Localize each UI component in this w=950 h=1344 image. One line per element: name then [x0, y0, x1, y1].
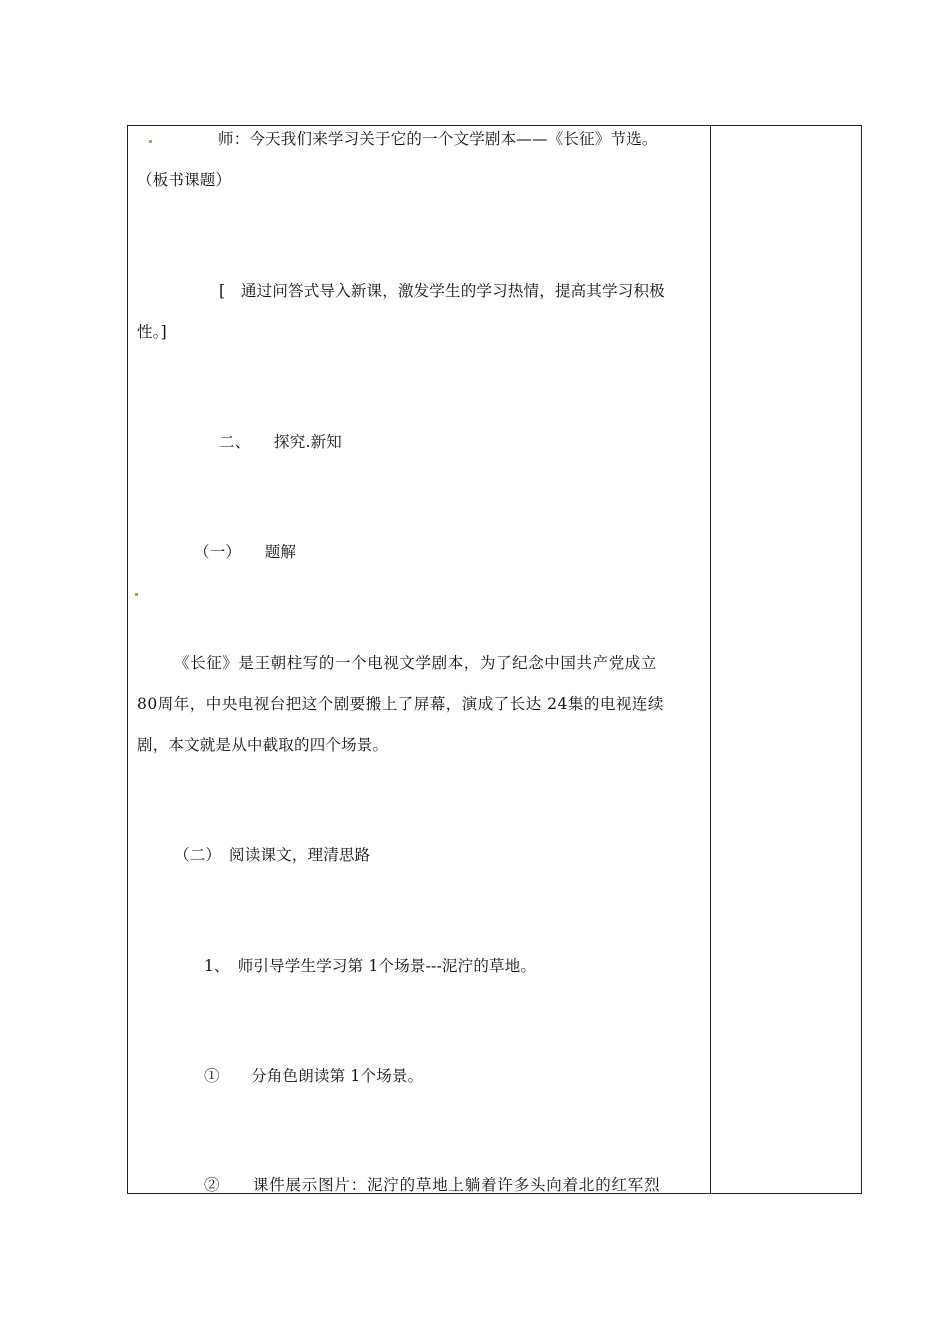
paragraph-line-3: 剧，本文就是从中截取的四个场景。 [137, 736, 389, 754]
design-note-line-1: [ 通过问答式导入新课，激发学生的学习热情，提高其学习积极 [219, 282, 665, 300]
subsection-heading-2: （二） 阅读课文，理清思路 [174, 846, 371, 864]
section-heading-2: 二、 探究.新知 [219, 433, 342, 451]
subsection-heading-1: （一） 题解 [194, 543, 297, 561]
step-1b-line: ② 课件展示图片：泥泞的草地上躺着许多头向着北的红军烈 [204, 1176, 661, 1194]
marker-dot [135, 593, 138, 596]
step-1a-line: ① 分角色朗读第 1个场景。 [204, 1067, 424, 1085]
board-title-note: （板书课题） [137, 171, 232, 189]
step-1-line: 1、 师引导学生学习第 1个场景---泥泞的草地。 [204, 957, 537, 975]
design-note-line-2: 性。] [137, 323, 167, 341]
column-divider [710, 126, 711, 1193]
paragraph-line-1: 《长征》是王朝柱写的一个电视文学剧本，为了纪念中国共产党成立 [174, 654, 658, 672]
teacher-intro-line: 师：今天我们来学习关于它的一个文学剧本——《长征》节选。 [218, 130, 658, 148]
marker-dot [149, 140, 152, 143]
paragraph-line-2: 80周年，中央电视台把这个剧要搬上了屏幕，演成了长达 24集的电视连续 [137, 695, 664, 713]
